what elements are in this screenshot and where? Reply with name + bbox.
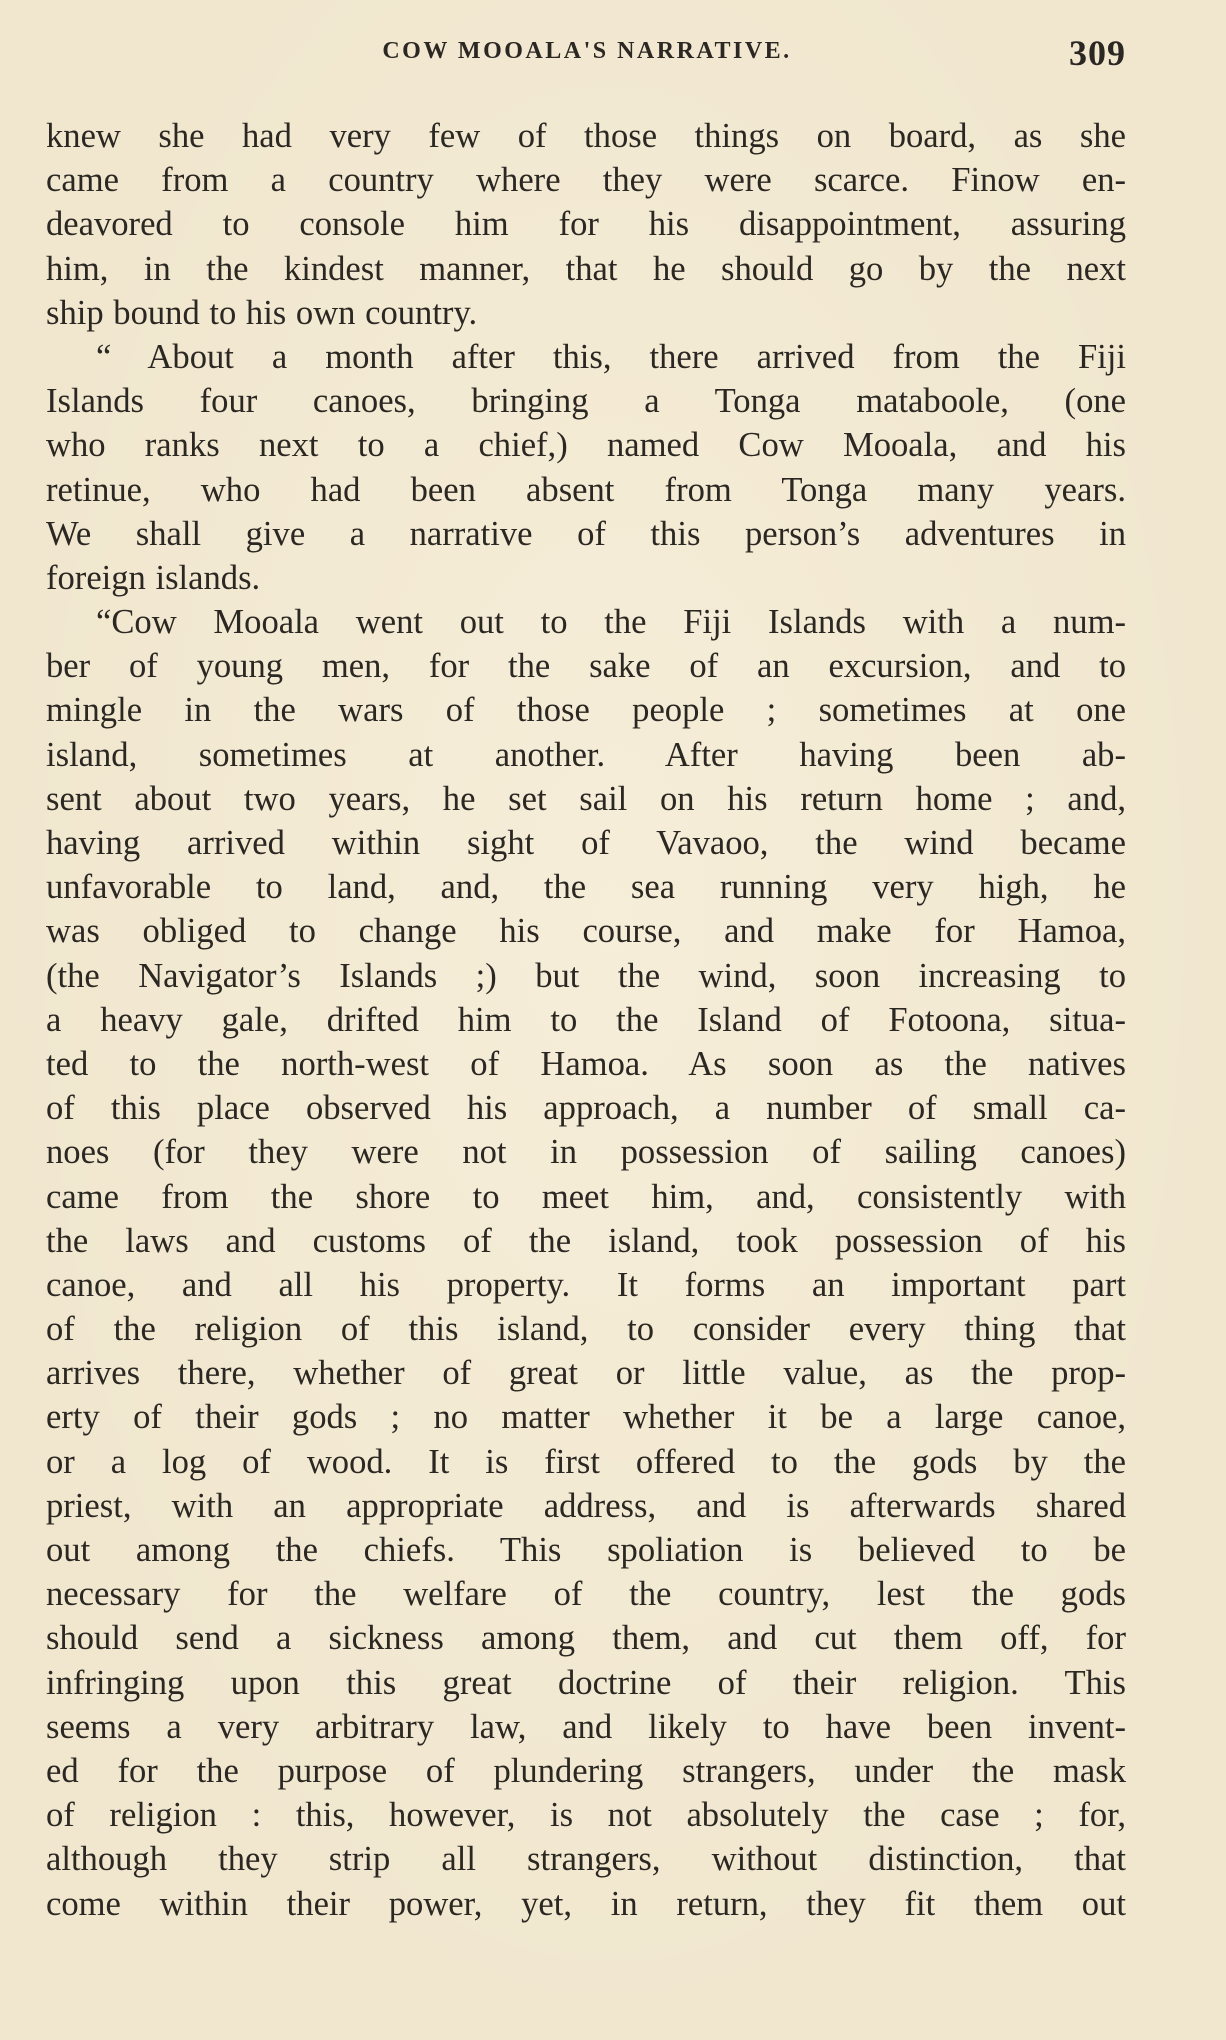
text-line: erty of their gods ; no matter whether it be a large canoe, xyxy=(46,1398,1126,1437)
text-line: come within their power, yet, in return, they fit them out xyxy=(46,1884,1126,1923)
text-line: out among the chiefs. This spoliation is believed to be xyxy=(46,1531,1126,1569)
text-line: or a log of wood. It is first offered to the gods by the xyxy=(46,1442,1126,1481)
text-line: “ About a month after this, there arrived from the Fiji xyxy=(96,337,1126,376)
text-line: seems a very arbitrary law, and likely to have been invent- xyxy=(46,1707,1126,1746)
text-line: We shall give a narrative of this person’s adventures in xyxy=(46,514,1126,553)
text-line: knew she had very few of those things on board, as she xyxy=(46,117,1126,155)
text-line: noes (for they were not in possession of sailing canoes) xyxy=(46,1133,1126,1172)
text-line: ber of young men, for the sake of an excursion, and to xyxy=(46,647,1126,686)
text-line: unfavorable to land, and, the sea running very high, he xyxy=(46,868,1126,907)
text-line: (the Navigator’s Islands ;) but the wind, soon increasing to xyxy=(46,956,1126,995)
text-line: Islands four canoes, bringing a Tonga mataboole, (one xyxy=(46,382,1126,421)
text-line: of the religion of this island, to consider every thing that xyxy=(46,1310,1126,1349)
text-line: of this place observed his approach, a number of small ca- xyxy=(46,1089,1126,1128)
text-line: although they strip all strangers, without distinction, that xyxy=(46,1840,1126,1879)
text-line: ed for the purpose of plundering strangers, under the mask xyxy=(46,1751,1126,1790)
text-line: mingle in the wars of those people ; sometimes at one xyxy=(46,691,1126,730)
text-line: arrives there, whether of great or little value, as the prop- xyxy=(46,1354,1126,1393)
text-line: the laws and customs of the island, took possession of his xyxy=(46,1221,1126,1260)
text-line: sent about two years, he set sail on his return home ; and, xyxy=(46,779,1126,818)
text-line: should send a sickness among them, and cut them off, for xyxy=(46,1619,1126,1658)
text-line: was obliged to change his course, and make for Hamoa, xyxy=(46,912,1126,951)
text-line: infringing upon this great doctrine of their religion. This xyxy=(46,1663,1126,1702)
text-line: came from the shore to meet him, and, consistently with xyxy=(46,1177,1126,1216)
text-line: deavored to console him for his disappointment, assuring xyxy=(46,205,1126,244)
body-text xyxy=(46,114,1126,1926)
text-line: ted to the north-west of Hamoa. As soon as the natives xyxy=(46,1044,1126,1083)
page-number: 309 xyxy=(1069,33,1126,73)
text-line: him, in the kindest manner, that he should go by the next xyxy=(46,249,1126,288)
text-line: ship bound to his own country. xyxy=(46,293,478,332)
text-line: foreign islands. xyxy=(46,558,261,597)
text-line: island, sometimes at another. After having been ab- xyxy=(46,735,1126,774)
running-title: COW MOOALA'S NARRATIVE. xyxy=(382,38,792,64)
text-line: of religion : this, however, is not absolutely the case ; for, xyxy=(46,1796,1126,1835)
text-line: retinue, who had been absent from Tonga many years. xyxy=(46,470,1126,509)
text-line: came from a country where they were scarce. Finow en- xyxy=(46,161,1126,200)
running-head xyxy=(48,34,1126,74)
text-line: a heavy gale, drifted him to the Island of Fotoona, situa- xyxy=(46,1000,1126,1039)
text-line: canoe, and all his property. It forms an important part xyxy=(46,1265,1126,1304)
text-line: who ranks next to a chief,) named Cow Mooala, and his xyxy=(46,426,1126,465)
text-line: “Cow Mooala went out to the Fiji Islands with a num- xyxy=(96,603,1126,642)
text-line: necessary for the welfare of the country, lest the gods xyxy=(46,1575,1126,1614)
text-line: priest, with an appropriate address, and is afterwards shared xyxy=(46,1486,1126,1525)
text-line: having arrived within sight of Vavaoo, the wind became xyxy=(46,824,1126,862)
